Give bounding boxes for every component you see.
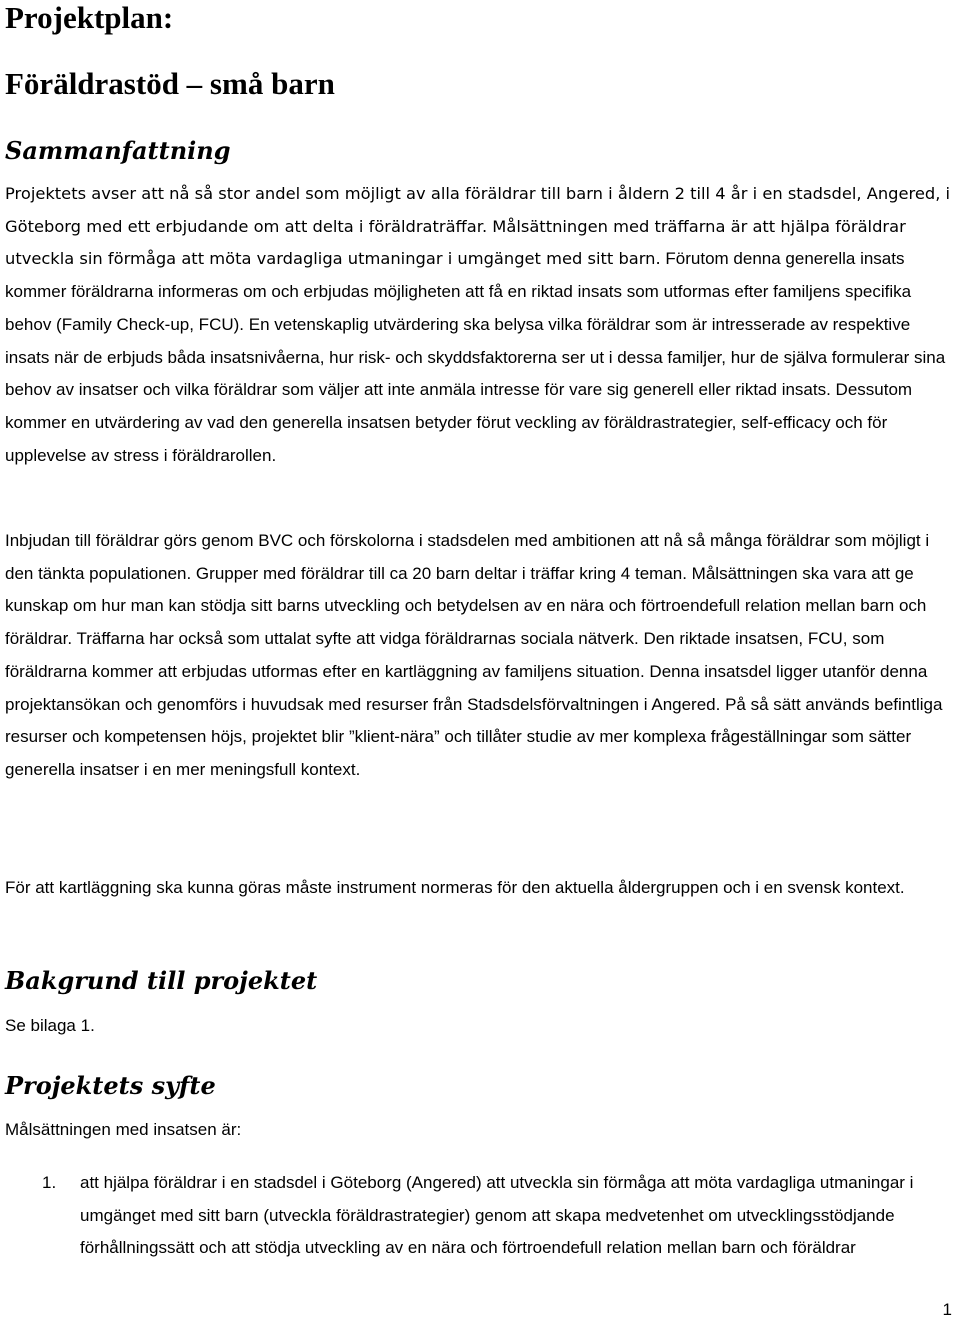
background-text: Se bilaga 1. bbox=[5, 1016, 95, 1035]
summary-paragraph-1-part-b: Förutom denna generella insats kommer föräldrarna informeras om och erbjudas möjligheten att få en riktad insats som utformas efter familjens specifika behov (Family Check-up, FCU). En vetenskaplig utvärdering ska belysa vilka föräldrar som är intresserade av respektive insats när de erbjuds båda insatsnivåerna, hur risk- och skyddsfaktorerna ser ut i dessa familjer, hur de själva formulerar sina behov av insatser och vilka föräldrar som väljer att inte anmäla intresse för vare sig generell eller riktad insats. Dessutom kommer en utvärdering av vad den generella insatsen betyder förut veckling av föräldrastrategier, self-efficacy och för upplevelse av stress i föräldrarollen. bbox=[5, 249, 946, 465]
summary-paragraph-1-part-a: Projektets avser att nå så stor andel som möjligt av alla föräldrar till barn i åldern 2 till 4 år i en stadsdel, Angered, i Göteborg med ett erbjudande om att delta i föräldraträffar. Målsättningen med träffarna är att hjälpa föräldrar utveckla sin förmåga att möta vardagliga utmaningar i umgänget med sitt barn. bbox=[5, 184, 951, 269]
summary-paragraph-3: För att kartläggning ska kunna göras måste instrument normeras för den aktuella åldergruppen och i en svensk kontext. bbox=[5, 878, 905, 897]
heading-background: Bakgrund till projektet bbox=[5, 966, 318, 995]
page-number: 1 bbox=[942, 1300, 952, 1319]
heading-purpose: Projektets syfte bbox=[5, 1071, 216, 1100]
list-item bbox=[5, 1167, 955, 1265]
list-item-number: 1. bbox=[42, 1173, 57, 1192]
document-title: Föräldrastöd – små barn bbox=[5, 66, 335, 101]
document-label: Projektplan: bbox=[5, 0, 174, 35]
heading-summary: Sammanfattning bbox=[5, 136, 231, 165]
purpose-list bbox=[5, 1167, 955, 1265]
purpose-intro: Målsättningen med insatsen är: bbox=[5, 1120, 242, 1139]
list-item-text: att hjälpa föräldrar i en stadsdel i Göteborg (Angered) att utveckla sin förmåga att möta vardagliga utmaningar i umgänget med sitt barn (utveckla föräldrastrategier) genom att skapa medvetenhet om utvecklingsstödjande förhållningssätt och att stödja utveckling av en nära och förtroendefull relation mellan barn och föräldrar bbox=[80, 1173, 914, 1257]
summary-paragraph-1 bbox=[5, 178, 955, 472]
summary-paragraph-2: Inbjudan till föräldrar görs genom BVC och förskolorna i stadsdelen med ambitionen att nå så många föräldrar som möjligt i den tänkta populationen. Grupper med föräldrar till ca 20 barn deltar i träffar kring 4 teman. Målsättningen ska vara att ge kunskap om hur man kan stödja sitt barns utveckling och betydelsen av en nära och förtroendefull relation mellan barn och föräldrar. Träffarna har också som uttalat syfte att vidga föräldrarnas sociala nätverk. Den riktade insatsen, FCU, som föräldrarna kommer att erbjudas utformas efter en kartläggning av familjens situation. Denna insatsdel ligger utanför denna projektansökan och genomförs i huvudsak med resurser från Stadsdelsförvaltningen i Angered. På så sätt används befintliga resurser och kompetensen höjs, projektet blir ”klient-nära” och tillåter studie av mer komplexa frågeställningar som sätter generella insatser i en mer meningsfull kontext. bbox=[5, 531, 943, 779]
